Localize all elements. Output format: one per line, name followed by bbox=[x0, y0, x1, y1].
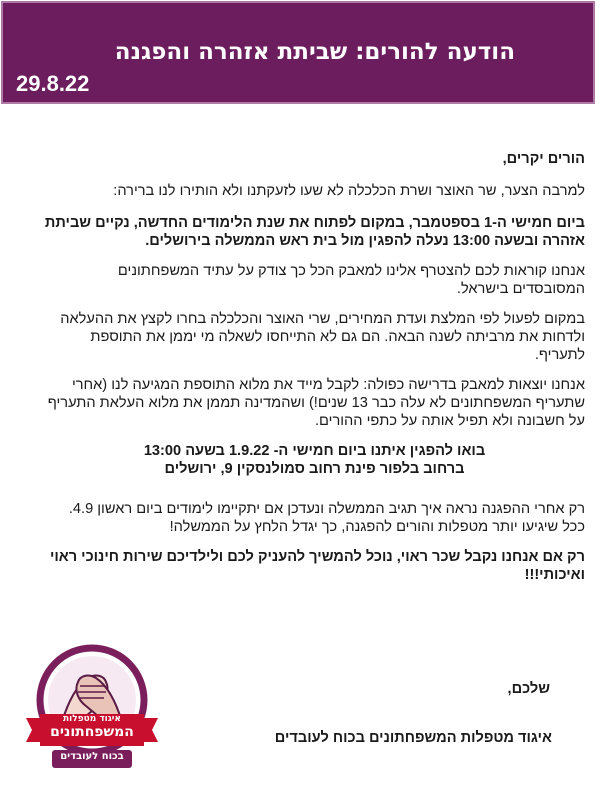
event-line-2: ברחוב בלפור פינת רחוב סמולנסקין 9, ירושלים bbox=[164, 461, 465, 477]
letter-body bbox=[44, 150, 585, 584]
page-title: הודעה להורים: שביתת אזהרה והפגנה bbox=[114, 39, 515, 65]
union-logo bbox=[22, 642, 162, 772]
greeting: הורים יקרים, bbox=[502, 151, 585, 167]
intro-paragraph: למרבה הצער, שר האוצר ושרת הכלכלה לא שעו לזעקתנו ולא הותירו לנו ברירה: bbox=[113, 183, 585, 199]
after-demo-paragraph: רק אחרי ההפגנה נראה איך תגיב הממשלה ונעדכן אם יתקיימו לימודים ביום ראשון 4.9. ככל שיגיעו יותר מטפלות והורים להפגנה, כך יגדל הלחץ על הממשלה! bbox=[68, 501, 585, 535]
header-banner bbox=[1, 1, 595, 104]
signature: איגוד מטפלות המשפחתונים בכוח לעובדים bbox=[274, 730, 552, 746]
logo-top-text: איגוד מטפלות bbox=[63, 714, 121, 724]
ministers-paragraph: במקום לפעול לפי המלצת ועדת המחירים, שרי האוצר והכלכלה בחרו לקצץ את ההעלאה ולדחות את מרביתה לשנה הבאה. הם גם לא התייחסו לשאלה מי יממן את התוספת לתעריף. bbox=[60, 311, 585, 363]
header-date: 29.8.22 bbox=[16, 71, 90, 96]
strike-notice: ביום חמישי ה-1 בספטמבר, במקום לפתוח את שנת הלימודים החדשה, נקיים שביתת אזהרה ובשעה 13:00 נעלה להפגין מול בית ראש הממשלה בירושלים. bbox=[44, 215, 585, 249]
signoff: שלכם, bbox=[507, 681, 550, 697]
closing-statement: רק אם אנחנו נקבל שכר ראוי, נוכל להמשיך להעניק לכם ולילדיכם שירות חינוכי ראוי ואיכותי!!! bbox=[49, 549, 585, 583]
call-to-join-paragraph: אנחנו קוראות לכם להצטרף אלינו למאבק הכל כך צודק על עתיד המשפחתונים המסובסדים בישראל. bbox=[117, 263, 585, 297]
demand-paragraph: אנחנו יוצאות למאבק בדרישה כפולה: לקבל מייד את מלוא התוספת המגיעה לנו (אחרי שתעריף המשפחתונים לא עלה כבר 13 שנים!) ושהמדינה תממן את מלוא העלאת התעריף על חשבונה ולא תפיל אותה על כתפי ההורים. bbox=[47, 377, 585, 429]
logo-main-text: המשפחתונים bbox=[50, 724, 134, 740]
logo-bottom-text: בכוח לעובדים bbox=[60, 751, 124, 762]
event-line-1: בואו להפגין איתנו ביום חמישי ה- 1.9.22 בשעה 13:00 bbox=[143, 443, 486, 459]
